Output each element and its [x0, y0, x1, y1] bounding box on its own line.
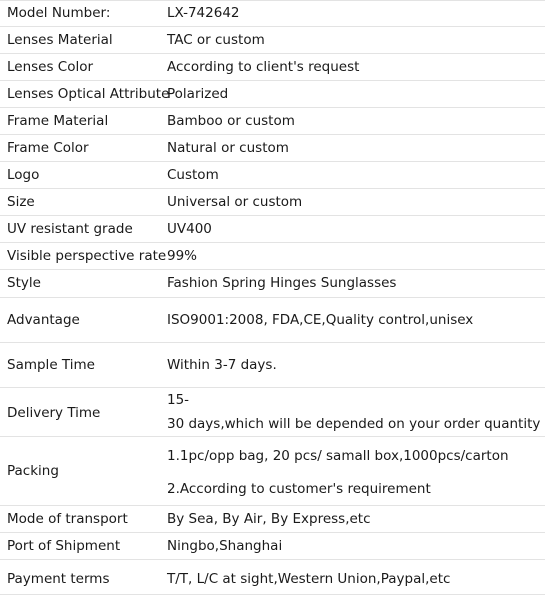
- spec-value: UV400: [167, 221, 212, 237]
- spec-label: Port of Shipment: [7, 538, 121, 554]
- spec-value-line-2: 30 days,which will be depended on your order quantity: [167, 416, 541, 432]
- spec-value: Universal or custom: [167, 194, 303, 210]
- spec-row-delivery-time: [0, 388, 545, 437]
- spec-row-mode-of-transport: [0, 506, 545, 533]
- spec-label: Visible perspective rate: [7, 248, 167, 264]
- spec-label: Sample Time: [7, 357, 95, 373]
- spec-value: By Sea, By Air, By Express,etc: [167, 511, 371, 527]
- spec-label: Packing: [7, 463, 59, 479]
- spec-value-line-1: 15-: [167, 392, 190, 408]
- spec-value: Fashion Spring Hinges Sunglasses: [167, 275, 397, 291]
- spec-value: LX-742642: [167, 5, 240, 21]
- spec-row-sample-time: [0, 343, 545, 388]
- spec-value-line-1: 1.1pc/opp bag, 20 pcs/ samall box,1000pcs/carton: [167, 448, 509, 464]
- spec-value: ISO9001:2008, FDA,CE,Quality control,unisex: [167, 312, 474, 328]
- spec-row-frame-material: [0, 108, 545, 135]
- spec-label: Advantage: [7, 312, 80, 328]
- spec-row-lenses-color: [0, 54, 545, 81]
- spec-value: Bamboo or custom: [167, 113, 295, 129]
- spec-label: Model Number:: [7, 5, 111, 21]
- spec-row-model-number: [0, 0, 545, 27]
- spec-label: Frame Color: [7, 140, 89, 156]
- spec-label: UV resistant grade: [7, 221, 133, 237]
- spec-label: Style: [7, 275, 41, 291]
- spec-row-style: [0, 270, 545, 298]
- spec-value: TAC or custom: [167, 32, 265, 48]
- spec-row-lenses-material: [0, 27, 545, 54]
- spec-value: Within 3-7 days.: [167, 357, 277, 373]
- spec-label: Lenses Optical Attribute: [7, 86, 170, 102]
- spec-label: Delivery Time: [7, 405, 101, 421]
- spec-row-packing: [0, 437, 545, 506]
- spec-value-line-2: 2.According to customer's requirement: [167, 481, 431, 497]
- spec-row-size: [0, 189, 545, 216]
- spec-label: Frame Material: [7, 113, 109, 129]
- spec-value: T/T, L/C at sight,Western Union,Paypal,etc: [167, 571, 451, 587]
- spec-row-frame-color: [0, 135, 545, 162]
- spec-label: Lenses Color: [7, 59, 94, 75]
- spec-row-logo: [0, 162, 545, 189]
- spec-value: Ningbo,Shanghai: [167, 538, 283, 554]
- spec-value: 99%: [167, 248, 198, 264]
- spec-row-advantage: [0, 298, 545, 343]
- spec-value: According to client's request: [167, 59, 360, 75]
- spec-label: Logo: [7, 167, 40, 183]
- spec-value: Custom: [167, 167, 219, 183]
- spec-row-payment-terms: [0, 560, 545, 595]
- spec-label: Payment terms: [7, 571, 110, 587]
- spec-label: Lenses Material: [7, 32, 113, 48]
- spec-value: Polarized: [167, 86, 229, 102]
- spec-row-visible-perspective-rate: [0, 243, 545, 270]
- spec-value: Natural or custom: [167, 140, 289, 156]
- spec-row-lenses-optical-attribute: [0, 81, 545, 108]
- spec-row-port-of-shipment: [0, 533, 545, 560]
- spec-row-uv-resistant-grade: [0, 216, 545, 243]
- spec-label: Mode of transport: [7, 511, 128, 527]
- spec-label: Size: [7, 194, 35, 210]
